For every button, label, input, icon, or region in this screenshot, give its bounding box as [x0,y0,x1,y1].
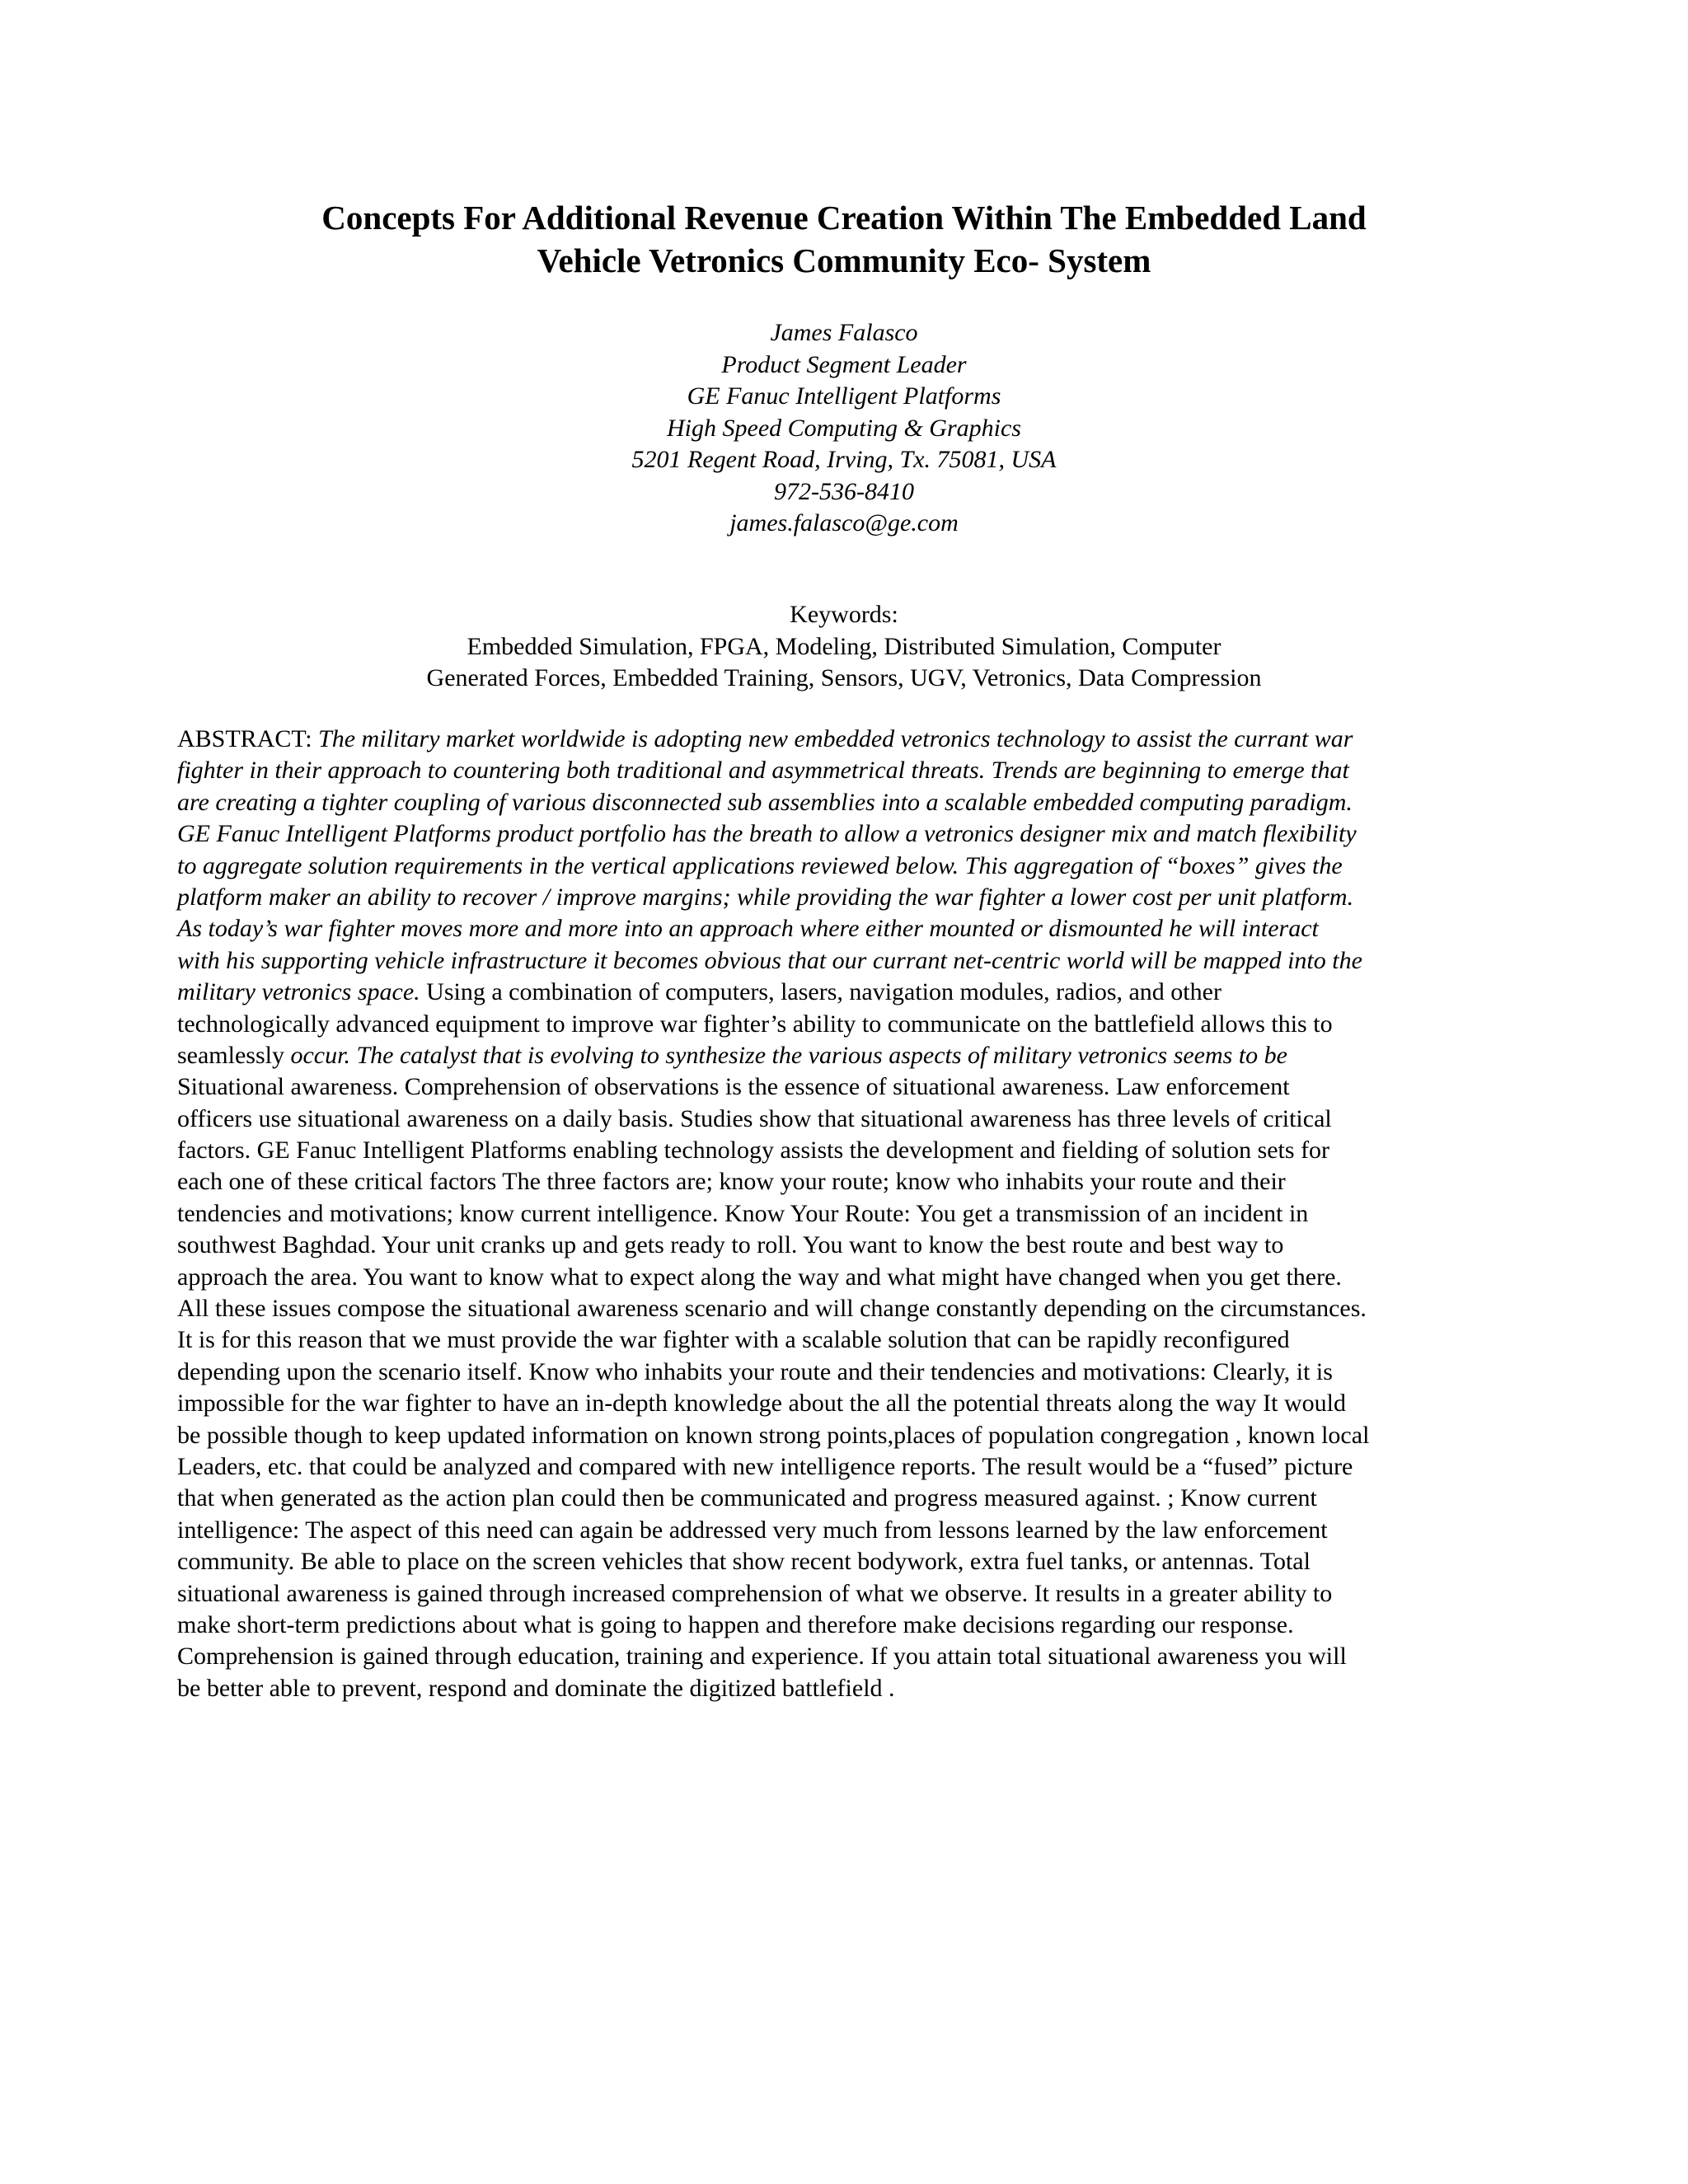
abstract-line [177,1230,1529,1261]
abstract-line [177,1009,1529,1040]
abstract-line [177,1071,1529,1103]
abstract-line [177,1483,1529,1514]
abstract-line [177,1641,1529,1672]
abstract-text-run: Comprehension is gained through education, training and experience. If you attain total situational awareness you will [177,1643,1347,1671]
author-name: James Falasco [770,319,918,346]
author-organization: GE Fanuc Intelligent Platforms [687,382,1001,410]
abstract-line [177,1198,1529,1230]
abstract-text-run: fighter in their approach to countering both traditional and asymmetrical threats. Trends are beginning to emerge that [177,757,1349,785]
abstract-line [177,724,1529,755]
title-line-2: Vehicle Vetronics Community Eco- System [537,241,1151,279]
abstract-line [177,818,1529,850]
abstract-text-run: are creating a tighter coupling of various disconnected sub assemblies into a scalable embedded computing paradigm. [177,788,1353,816]
abstract-text-run: military vetronics space. [177,978,420,1006]
author-block [330,317,1358,540]
abstract-text-run: officers use situational awareness on a daily basis. Studies show that situational awareness has three levels of critical [177,1104,1332,1132]
abstract-text-run: be better able to prevent, respond and dominate the digitized battlefield . [177,1674,895,1702]
abstract-text-run: that when generated as the action plan could then be communicated and progress measured against. ; Know current [177,1484,1317,1512]
abstract-text-run: As today’s war fighter moves more and more into an approach where either mounted or dismounted he will interact [177,915,1319,943]
abstract-line [177,851,1529,882]
abstract-line [177,1610,1529,1641]
abstract-text-run: each one of these critical factors The three factors are; know your route; know who inhabits your route and their [177,1168,1286,1196]
keywords-section [247,599,1441,695]
abstract-text-run: approach the area. You want to know what to expect along the way and what might have changed when you get there. [177,1263,1342,1291]
abstract-line [177,882,1529,913]
abstract-text-run: It is for this reason that we must provide the war fighter with a scalable solution that can be rapidly reconfigured [177,1326,1290,1354]
abstract-text-run: community. Be able to place on the screen vehicles that show recent bodywork, extra fuel tanks, or antennas. Total [177,1548,1311,1576]
abstract-line [177,1673,1529,1704]
abstract-line [177,1357,1529,1388]
abstract-label: ABSTRACT: [177,725,319,752]
abstract-text-run: southwest Baghdad. Your unit cranks up and gets ready to roll. You want to know the best route and best way to [177,1231,1284,1259]
abstract-text-run: factors. GE Fanuc Intelligent Platforms enabling technology assists the development and fielding of solution sets for [177,1137,1330,1165]
abstract-text-run: Leaders, etc. that could be analyzed and compared with new intelligence reports. The result would be a “fused” picture [177,1452,1353,1480]
abstract-line [177,1324,1529,1356]
abstract-text-run: technologically advanced equipment to improve war fighter’s ability to communicate on the battlefield allows this to [177,1010,1333,1038]
abstract-line [177,1388,1529,1419]
abstract-text-run: Using a combination of computers, lasers, navigation modules, radios, and other [420,978,1221,1006]
author-phone: 972-536-8410 [774,477,914,505]
abstract-text-run: with his supporting vehicle infrastructure it becomes obvious that our currant net-centric world will be mapped into the [177,946,1362,974]
abstract-text-run: GE Fanuc Intelligent Platforms product portfolio has the breath to allow a vetronics designer mix and match flexibility [177,820,1357,848]
author-division: High Speed Computing & Graphics [667,414,1021,442]
abstract-line [177,1040,1529,1071]
abstract-text-run: tendencies and motivations; know current intelligence. Know Your Route: You get a transmission of an incident in [177,1199,1309,1227]
abstract-line [177,1104,1529,1135]
abstract-text-run: make short-term predictions about what is going to happen and therefore make decisions regarding our response. [177,1610,1294,1638]
keywords-line-2: Generated Forces, Embedded Training, Sensors, UGV, Vetronics, Data Compression [426,664,1262,691]
abstract-line [177,913,1529,944]
paper-title [165,196,1523,282]
abstract-line [177,1515,1529,1546]
abstract-line [177,1262,1529,1293]
abstract-text-run: be possible though to keep updated information on known strong points,places of population congregation , known local [177,1421,1370,1449]
abstract-text-run: situational awareness is gained through increased comprehension of what we observe. It results in a greater ability to [177,1579,1333,1607]
abstract-text-run: seamlessly [177,1041,291,1069]
author-email: james.falasco@ge.com [729,509,959,537]
abstract-line [177,755,1529,786]
abstract-line [177,1420,1529,1451]
abstract-text-run: depending upon the scenario itself. Know who inhabits your route and their tendencies and motivations: Clearly, it is [177,1357,1333,1385]
abstract-text-run: occur. The catalyst that is evolving to synthesize the various aspects of military vetronics seems to be [290,1041,1287,1069]
abstract-line [177,1578,1529,1610]
abstract-line [177,977,1529,1008]
keywords-line-1: Embedded Simulation, FPGA, Modeling, Distributed Simulation, Computer [467,632,1221,660]
abstract-text-run: Situational awareness. Comprehension of observations is the essence of situational awareness. Law enforcement [177,1073,1290,1101]
abstract-text-run: All these issues compose the situational awareness scenario and will change constantly depending on the circumstances. [177,1295,1367,1323]
abstract-line [177,1293,1529,1324]
abstract-text-run: impossible for the war fighter to have an in-depth knowledge about the all the potential threats along the way It would [177,1390,1346,1418]
abstract-text-run: to aggregate solution requirements in the vertical applications reviewed below. This aggregation of “boxes” gives the [177,851,1343,879]
abstract-line [177,1546,1529,1577]
abstract-line [177,945,1529,977]
abstract-line [177,1451,1529,1483]
abstract-text-run: The military market worldwide is adopting new embedded vetronics technology to assist the currant war [318,725,1353,752]
author-position: Product Segment Leader [721,350,967,378]
title-line-1: Concepts For Additional Revenue Creation Within The Embedded Land [321,199,1367,237]
keywords-heading: Keywords: [790,601,898,628]
abstract-line [177,787,1529,818]
abstract-text-run: intelligence: The aspect of this need can again be addressed very much from lessons learned by the law enforcement [177,1516,1328,1544]
abstract-line [177,1166,1529,1197]
author-address: 5201 Regent Road, Irving, Tx. 75081, USA [631,446,1057,473]
abstract-text-run: platform maker an ability to recover / improve margins; while providing the war fighter a lower cost per unit platform. [177,883,1354,911]
abstract-line [177,1135,1529,1166]
abstract-body [177,724,1529,1704]
